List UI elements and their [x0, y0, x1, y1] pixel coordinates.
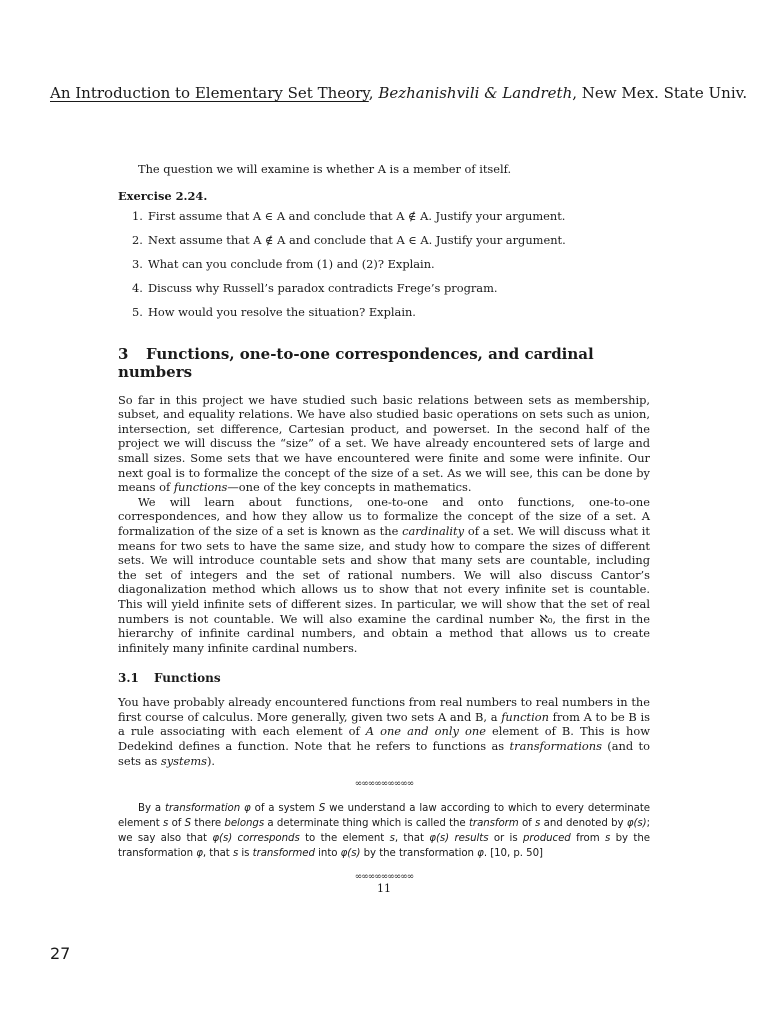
emphasis: cardinality: [402, 523, 465, 538]
subsection-number: 3.1: [118, 671, 139, 686]
header-separator-2: ,: [572, 84, 582, 102]
text-run: a determinate thing which is called the: [264, 818, 469, 830]
text-run: of a system: [250, 803, 319, 815]
text-run: by the transformation: [360, 848, 478, 860]
ornament-divider-top: ∞∞∞∞∞∞∞∞∞: [354, 779, 414, 790]
emphasis: S: [184, 818, 192, 830]
emphasis: s: [389, 833, 395, 845]
text-run: by the transformation: [118, 833, 650, 860]
text-run: of a set. We will discuss what it means for two sets to have the same size, and study how to compare the sizes of different sets. We will introduce countable sets and show that many sets are countable, including the set of integers and the set of rational numbers. We will also discuss Cantor’s diagonalization method which allows us to show that not every infinite set is countable. This will yield infinite sets of different sizes. In particular, we will show that the set of real numbers is not countable. We will also examine the cardinal number ℵ₀, the first in the hierarchy of infinite cardinal numbers, and obtain a method that allows us to create infinitely many infinite cardinal numbers.: [118, 523, 650, 655]
emphasis: A one and only one: [365, 724, 486, 739]
emphasis: s: [535, 818, 541, 830]
section-paragraph-2: [118, 495, 650, 656]
exercise-item-number: 4.: [132, 280, 143, 295]
section-heading: [118, 345, 650, 381]
emphasis: s: [605, 833, 611, 845]
text-run: So far in this project we have studied such basic relations between sets as membership, subset, and equality relations. We have also studied basic operations on sets such as union, intersection, set difference, Cartesian product, and powerset. In the second half of the project we will discuss the “size” of a set. We have already encountered sets of large and small sizes. Some sets that we have encountered were finite and some were infinite. Our next goal is to formalize the concept of the size of a set. As we will see, this can be done by means of: [118, 392, 650, 495]
text-run: into: [314, 848, 341, 860]
emphasis: φ(s): [626, 818, 647, 830]
text-run: there: [191, 818, 225, 830]
exercise-item-number: 5.: [132, 304, 143, 319]
text-run: ; we say also that: [118, 818, 650, 845]
text-run: and denoted by: [540, 818, 627, 830]
text-run: , that: [202, 848, 233, 860]
text-run: to the element: [299, 833, 390, 845]
text-run: of: [518, 818, 536, 830]
side-page-number: 27: [50, 944, 71, 963]
exercise-item-text: How would you resolve the situation? Explain.: [148, 304, 416, 319]
text-run: , that: [394, 833, 430, 845]
running-header: [50, 84, 748, 102]
header-authors: Bezhanishvili & Landreth: [378, 84, 573, 102]
exercise-item-number: 2.: [132, 232, 143, 247]
text-run: ).: [206, 753, 216, 768]
exercise-item-text: Next assume that A ∉ A and conclude that A ∈ A. Justify your argument.: [148, 232, 566, 247]
emphasis: S: [318, 803, 326, 815]
emphasis: transform: [468, 818, 519, 830]
emphasis: transformation φ: [164, 803, 251, 815]
emphasis: transformed: [252, 848, 315, 860]
emphasis: φ(s): [340, 848, 361, 860]
exercise-item-text: What can you conclude from (1) and (2)? Explain.: [148, 256, 435, 271]
text-run: from: [570, 833, 605, 845]
page-content: [118, 162, 650, 894]
emphasis: φ(s): [212, 833, 233, 845]
header-separator: ,: [368, 84, 379, 102]
emphasis: belongs: [224, 818, 265, 830]
emphasis: function: [501, 709, 549, 724]
emphasis: results: [454, 833, 489, 845]
exercise-list: [118, 209, 650, 329]
text-run: We will learn about functions, one-to-one and onto functions, one-to-one correspondences, and how they allow us to formalize the concept of the size of a set. A formalization of the size of a set is known as the: [118, 494, 650, 538]
text-run: (and to sets as: [118, 739, 650, 768]
emphasis: produced: [522, 833, 571, 845]
emphasis: transformations: [509, 739, 602, 754]
text-run: we understand a law according to which to every determinate element: [118, 803, 650, 830]
emphasis: φ(s): [429, 833, 450, 845]
text-run: You have probably already encountered functions from real numbers to real numbers in the first course of calculus. More generally, given two sets A and B, a: [118, 695, 650, 724]
text-run: element of B. This is how Dedekind defines a function. Note that he refers to functions as: [118, 724, 650, 754]
text-run: or is: [488, 833, 523, 845]
exercise-item: [118, 257, 650, 281]
emphasis: corresponds: [237, 833, 300, 845]
emphasis: φ: [196, 848, 203, 860]
emphasis: s: [232, 848, 239, 860]
exercise-item-number: 3.: [132, 256, 143, 271]
subsection-paragraph: [118, 695, 650, 768]
page-number: 11: [377, 882, 391, 895]
exercise-item: [118, 233, 650, 257]
ornament-divider-bottom: ∞∞∞∞∞∞∞∞∞: [354, 872, 414, 883]
section-number: 3: [118, 344, 129, 363]
subsection-heading: [118, 671, 650, 685]
text-run: of: [168, 818, 185, 830]
exercise-item-text: Discuss why Russell’s paradox contradicts Frege’s program.: [148, 280, 498, 295]
emphasis: systems: [160, 753, 207, 768]
text-run: from A to be B is a rule associating with each element of: [118, 709, 650, 739]
exercise-item: [118, 305, 650, 329]
header-title: An Introduction to Elementary Set Theory: [50, 84, 369, 102]
exercise-title: Exercise 2.24.: [118, 188, 208, 203]
emphasis: φ: [477, 848, 484, 860]
text-run: is: [238, 848, 253, 860]
header-institution: New Mex. State Univ.: [581, 84, 748, 102]
text-run: . [10, p. 50]: [483, 848, 543, 860]
exercise-item: [118, 281, 650, 305]
exercise-item-text: First assume that A ∈ A and conclude that A ∉ A. Justify your argument.: [148, 208, 566, 223]
exercise-item: [118, 209, 650, 233]
emphasis: functions: [173, 480, 228, 495]
dedekind-quote: [118, 801, 650, 861]
text-run: —one of the key concepts in mathematics.: [227, 480, 472, 495]
intro-line: The question we will examine is whether A is a member of itself.: [138, 162, 512, 176]
section-title: Functions, one-to-one correspondences, and cardinal numbers: [118, 344, 594, 381]
exercise-item-number: 1.: [132, 208, 143, 223]
section-paragraph-1: [118, 393, 650, 495]
text-run: By a: [138, 803, 165, 815]
emphasis: s: [162, 818, 169, 830]
subsection-title: Functions: [154, 671, 221, 686]
